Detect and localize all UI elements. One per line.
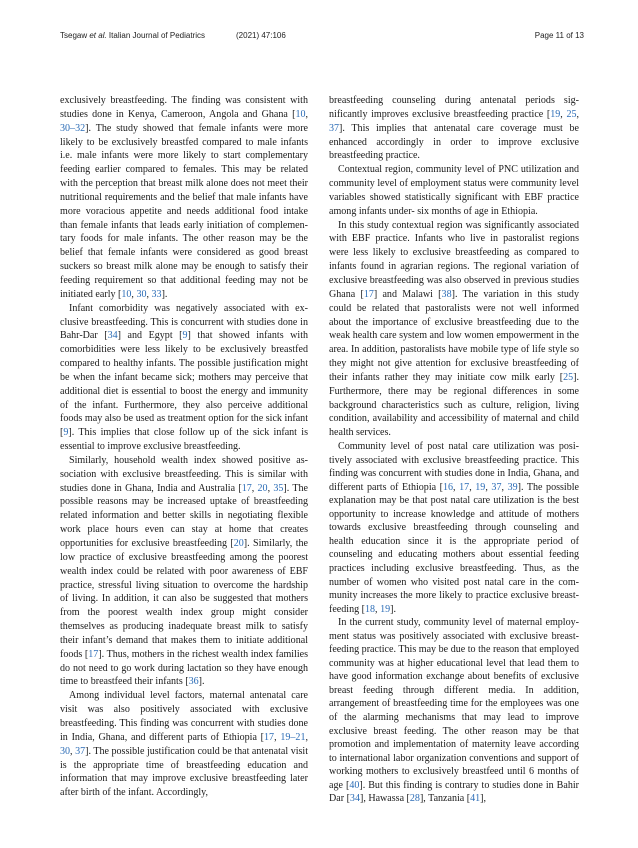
body-paragraph [60,689,308,800]
paragraph-text: , [560,108,567,120]
citation-link[interactable]: 19 [475,481,486,493]
paragraph-text: exclusively breastfeeding. The finding was consistent with studies done in Kenya, Cameroon, Angola and Ghana [ [60,95,308,120]
header-authors: Tsegaw [60,31,90,40]
citation-link[interactable]: 9 [63,427,69,439]
citation-link[interactable]: 41 [470,793,481,805]
citation-link[interactable]: 36 [188,676,199,688]
body-paragraph [329,163,579,218]
citation-link[interactable]: 28 [409,793,420,805]
paragraph-text: ] and Malawi [ [373,288,442,300]
paragraph-text: , [375,603,381,615]
citation-link[interactable]: 18 [364,603,376,615]
header-journal: Italian Journal of Pediatrics [106,31,205,40]
citation-link[interactable]: 30 [136,288,147,300]
body-paragraph [60,302,308,454]
paragraph-text: , [267,482,274,494]
paragraph-text: , [131,288,137,300]
paragraph-text: ]. The possible reasons may be increased uptake of breastfeeding related information and better skills in negotiating flexible work place hours even can stay at home that creates opportunities for exclusive breastfeeding [ [60,482,308,549]
paragraph-text: ] that showed infants with comorbidities were less likely to be exclusively breastfed compared to healthy infants. The possible justification might be when the infant became sick; mothers may perceive that additional diet is essential to boost the energy and immunity of the infant. Furthermore, they also perceive additional foods may also be used as treatment option for the sick infant [ [60,330,309,439]
header-page-number: Page 11 of 13 [534,31,584,40]
paragraph-text: ]. Furthermore, there may be regional differences in some background characteristics such as culture, religion, living condition, availability and accessibility of maternal and child health services. [329,371,579,439]
paragraph-text: ]. The possible justification could be that antenatal visit is the appropriate time of breastfeeding education and information that may improve exclusive breastfeeding later after birth of the infant. Accordingly, [60,745,309,799]
paragraph-text: Community level of post natal care utilization was positively associated with exclusive breastfeeding practice. This finding was concurrent with studies done in India, Ghana, and different parts of Ethiopia [ [329,441,579,493]
citation-link[interactable]: 17 [88,648,99,660]
citation-link[interactable]: 30–32 [60,122,86,134]
citation-link[interactable]: 17 [363,288,374,300]
running-header [60,31,584,43]
left-text-column [60,94,308,800]
paragraph-text: , [305,108,308,120]
paragraph-text: ]. The variation in this study could be related that pastoralists were not well informed about the importance of exclusive breastfeeding due to the weak health care system and low women empowerment in the area. In addition, pastoralists have mobile type of life style so they might not give attention for exclusive breastfeeding of their infants rather they may initiate cow milk early [ [329,288,579,383]
citation-link[interactable]: 30 [60,745,71,757]
paragraph-text: , [501,481,508,493]
body-paragraph [60,454,308,689]
citation-link[interactable]: 40 [349,779,360,791]
citation-link[interactable]: 10 [295,108,306,120]
paragraph-text: Contextual region, community level of PNC utilization and community level of employment status were community level variables showed statistically significant with EBF practice among infants under- six months of age in Ethiopia. [329,164,579,217]
paragraph-text: ]. The possible explanation may be that post natal care utilization is the best opportunity to increase knowledge and attitude of mothers towards exclusive breastfeeding through counseling and health education since it is the appropriate period of counseling and educating mothers about essential feeding practices including exclusive breastfeeding. Thus, as the number of women who visited post natal care in the community increases the more likely to practice exclusive breastfeeding [ [329,481,579,615]
citation-link[interactable]: 17 [241,482,252,494]
citation-link[interactable]: 19–21 [280,731,306,743]
paragraph-text: ], [480,793,487,805]
paragraph-text: ]. The study showed that female infants were more likely to be exclusively breastfed compared to male infants i.e. male infants were more likely to start complementary feeding earlier compared to females. This may be related with the perception that breast milk alone does not meet their nutritional requirements and the belief that male infants have more voracious appetite and needs additional food intake than female infants that leads early initiation of complementary foods for male infants. The other reason may be the belief that female infants were considered as good breast suckers so breast milk alone may be enough to satisfy their feeding requirement so that additional feeding may not be initiated early [ [60,122,308,300]
citation-link[interactable]: 34 [107,330,118,342]
body-paragraph [329,94,579,163]
right-text-column [329,94,579,806]
citation-link[interactable]: 17 [459,481,470,493]
citation-link[interactable]: 19 [380,603,391,615]
body-paragraph [329,440,579,616]
body-paragraph [329,616,579,806]
paragraph-text: , [576,108,580,120]
header-et-al: et al. [89,31,107,40]
paragraph-text: , [453,481,460,493]
citation-link[interactable]: 35 [273,482,284,494]
paragraph-text: Among individual level factors, maternal antenatal care visit was also positively associated with exclusive breastfeeding. This finding was concurrent with studies done in India, Ghana, and different parts of Ethiopia [ [60,690,308,743]
paragraph-text: , [485,481,492,493]
citation-link[interactable]: 37 [329,122,340,134]
paragraph-text: breastfeeding counseling during antenatal periods significantly improves exclusive breastfeeding practice [ [329,95,579,120]
citation-link[interactable]: 33 [151,288,162,300]
body-paragraph [60,94,308,302]
citation-link[interactable]: 37 [75,745,86,757]
paragraph-text: ]. This implies that antenatal care coverage must be enhanced accordingly in order to improve exclusive breastfeeding practice. [329,122,579,162]
paragraph-text: ]. But this finding is contrary to studies done in Bahir Dar [ [329,779,579,805]
paragraph-text: ] and Egypt [ [117,330,183,342]
paragraph-text: ]. [161,288,168,300]
paragraph-text: ]. [390,603,396,615]
citation-link[interactable]: 38 [441,288,452,300]
paragraph-text: ], Hawassa [ [359,793,410,805]
paragraph-text: In the current study, community level of maternal employment status was positively associated with exclusive breastfeeding practice. This may be due to the reason that employed community was at higher educational level that lead them to have good information exchange about benefits of exclusive breast feeding through different media. In addition, arrangement of breastfeeding time for the employees was one of the alarming mechanisms that may lead to improve exclusive breast feeding. The other reason may be that promotion and implementation of maternity leave according to international labor organization conventions and support of working mothers to exclusively breastfeed until 6 months of age [ [329,617,579,791]
paragraph-text: Infant comorbidity was negatively associated with exclusive breastfeeding. This is concurrent with studies done in Bahr-Dar [ [60,302,308,342]
body-paragraph [329,219,579,441]
citation-link[interactable]: 9 [182,330,188,342]
citation-link[interactable]: 37 [491,481,502,493]
paragraph-text: , [274,731,281,743]
paragraph-text: ], Tanzania [ [419,793,471,805]
citation-link[interactable]: 20 [233,538,244,549]
paragraph-text: Similarly, household wealth index showed positive association with exclusive breastfeeding. This is similar with studies done in Ghana, India and Australia [ [60,454,308,494]
citation-link[interactable]: 17 [264,731,275,743]
paragraph-text: ]. [198,676,205,688]
paragraph-text: ]. This implies that close follow up of the sick infant is essential to improve exclusive breastfeeding. [60,427,308,453]
citation-link[interactable]: 20 [257,482,268,494]
citation-link[interactable]: 10 [121,288,132,300]
paragraph-text: ]. Thus, mothers in the richest wealth index families do not need to go work during lactation so they have enough time to breastfeed their infants [ [60,648,308,688]
paragraph-text: ]. Similarly, the low practice of exclusive breastfeeding among the poorest wealth index could be related with poor awareness of EBF practice, stressful living situation to overcome the hardship of living. In addition, it can also be suggested that mothers from the poorest wealth index group might consider themselves as producing inadequate breast milk to satisfy their infant’s demand that makes them to initiate additional foods [ [60,538,308,660]
paragraph-text: , [146,288,152,300]
paragraph-text: , [469,481,476,493]
citation-link[interactable]: 25 [566,108,577,120]
citation-link[interactable]: 39 [507,481,518,493]
paragraph-text: In this study contextual region was significantly associated with EBF practice. Infants who live in pastoralist regions were less likely to exclusive breastfeeding as compared to infants found in agrarian regions. The regional variation of exclusive breastfeeding was also observed in previous studies Ghana [ [329,219,579,300]
citation-link[interactable]: 34 [349,793,360,805]
header-citation [60,31,205,40]
citation-link[interactable]: 25 [563,371,574,383]
paragraph-text: , [70,745,76,757]
citation-link[interactable]: 19 [550,108,561,120]
paragraph-text: , [305,731,308,743]
header-year-volume: (2021) 47:106 [236,31,286,40]
paragraph-text: , [251,482,258,494]
citation-link[interactable]: 16 [443,481,454,493]
